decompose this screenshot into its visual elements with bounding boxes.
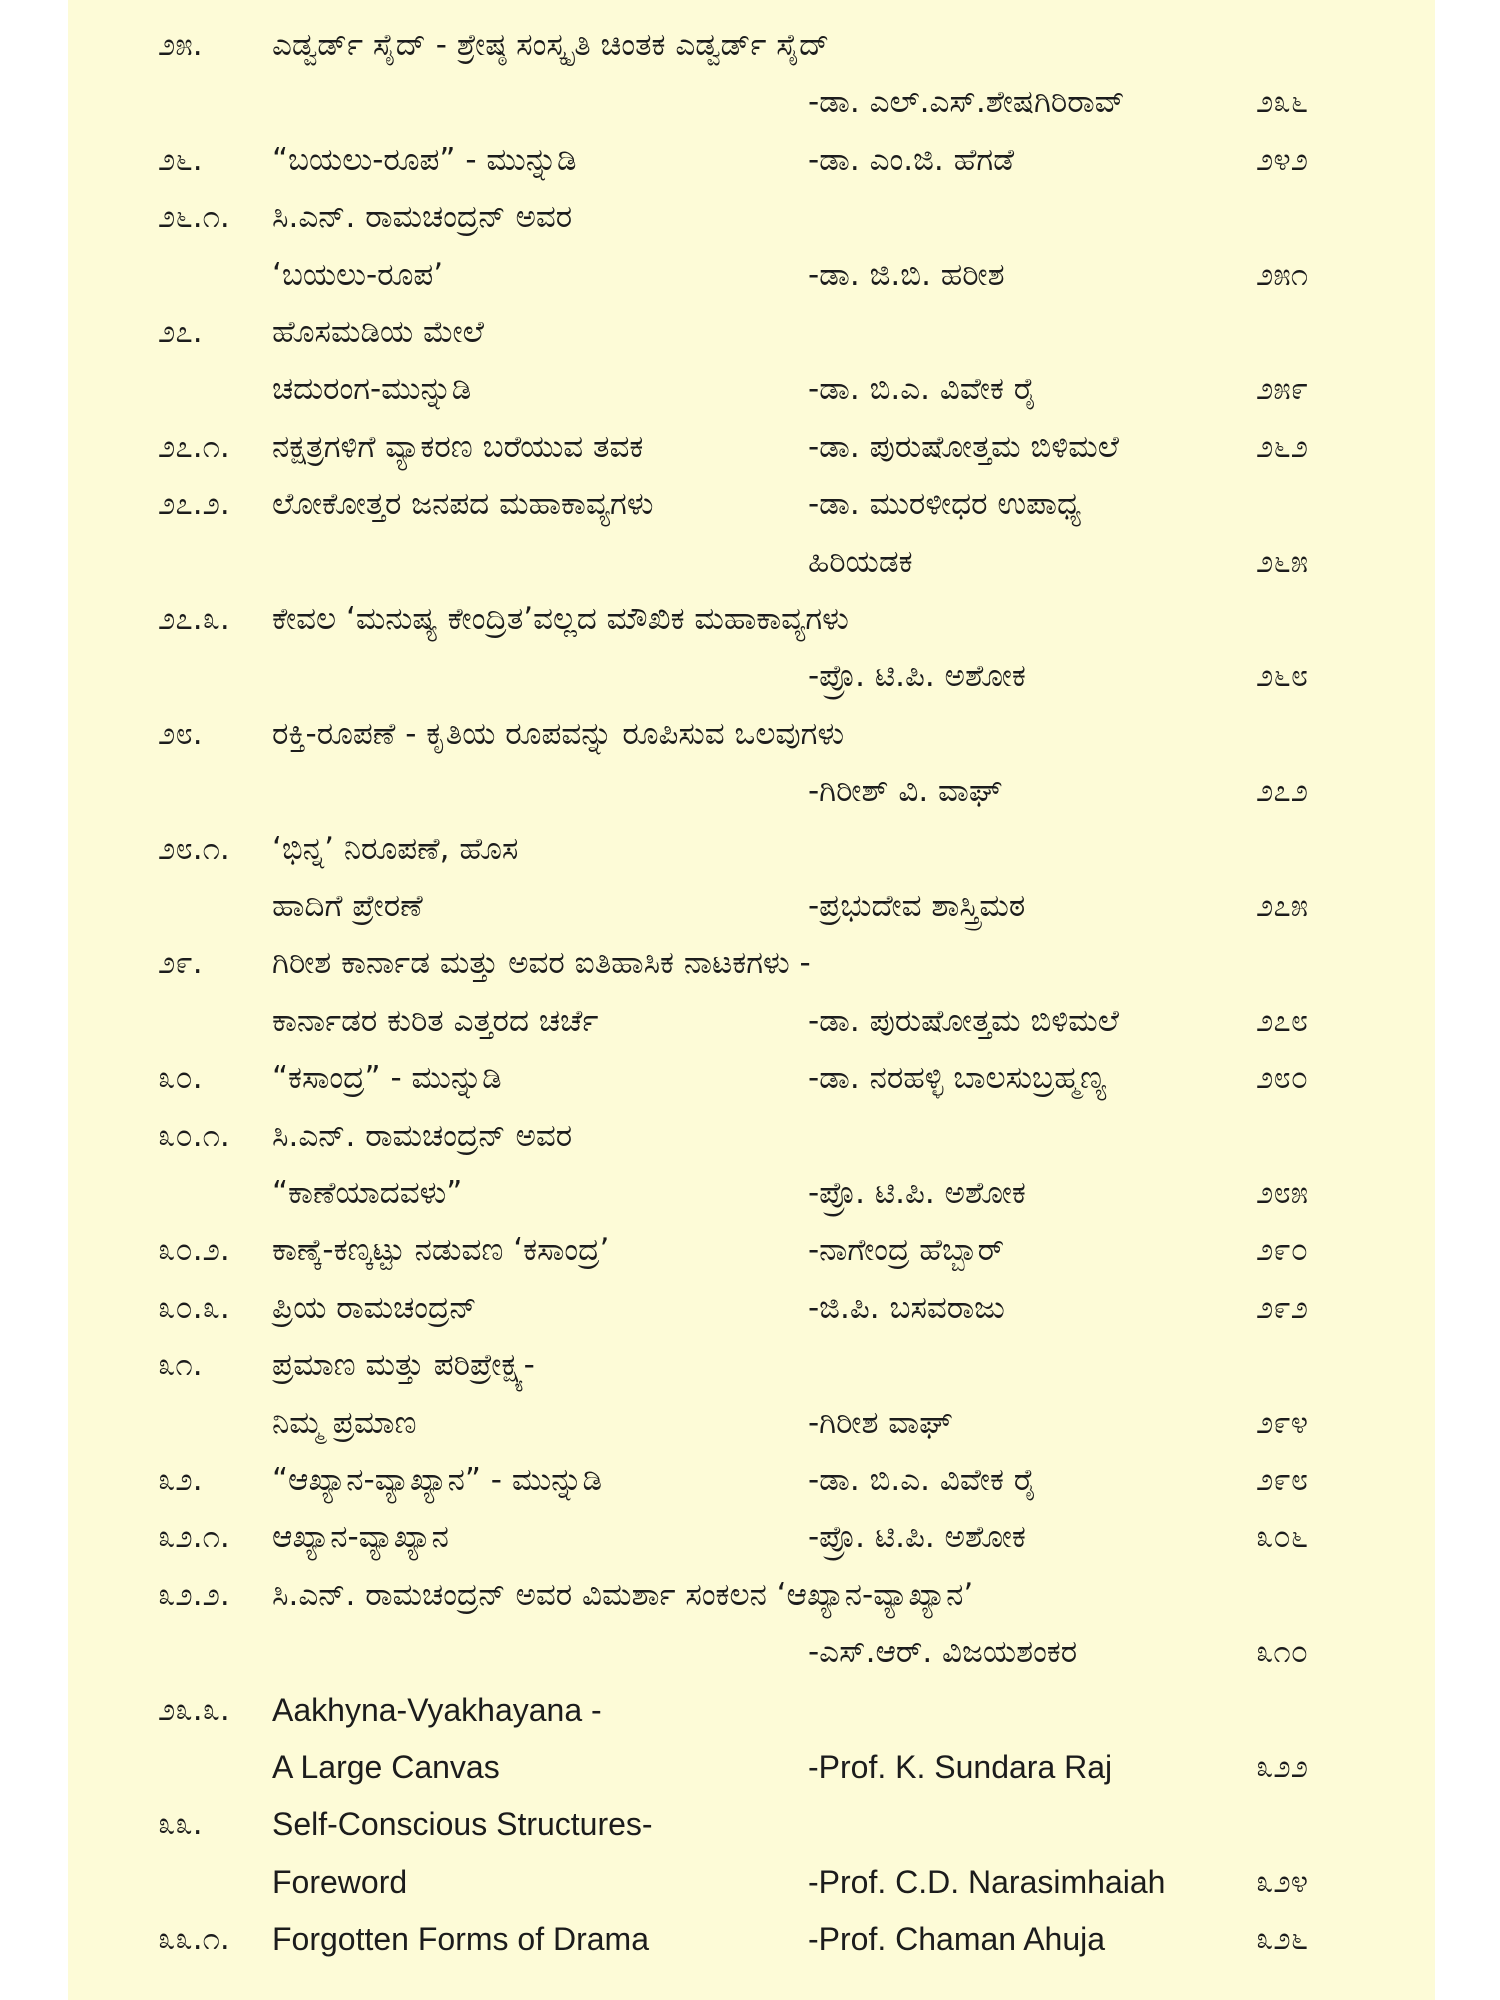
entry-author: -Prof. C.D. Narasimhaiah: [808, 1863, 1166, 1900]
page-number: ೨೮೫: [1256, 1175, 1309, 1211]
toc-entry: [68, 935, 1435, 992]
entry-title: “ಆಖ್ಯಾನ-ವ್ಯಾಖ್ಯಾನ” - ಮುನ್ನುಡಿ: [272, 1462, 602, 1498]
entry-title: ಸಿ.ಎನ್. ರಾಮಚಂದ್ರನ್ ಅವರ: [272, 199, 573, 236]
entry-title: ‘ಭಿನ್ನ’ ನಿರೂಪಣೆ, ಹೊಸ: [272, 830, 519, 867]
toc-entry: [68, 763, 1435, 820]
toc-entry: [68, 1739, 1435, 1796]
page-number: ೨೯೪: [1256, 1404, 1309, 1441]
entry-author: -Prof. K. Sundara Raj: [808, 1749, 1113, 1785]
page-number: ೨೯೨: [1256, 1289, 1309, 1326]
page-number: ೨೯೮: [1256, 1462, 1309, 1498]
entry-author: -ಪ್ರೊ. ಟಿ.ಪಿ. ಅಶೋಕ: [808, 658, 1026, 695]
entry-number: ೩೨.೧.: [158, 1519, 230, 1556]
toc-entry: [68, 189, 1435, 246]
entry-author: -ಡಾ. ಜಿ.ಬಿ. ಹರೀಶ: [808, 256, 1005, 293]
entry-number: ೩೨.: [158, 1462, 203, 1498]
page-number: ೨೬೫: [1256, 543, 1309, 580]
entry-number: ೨೭.೨.: [158, 486, 230, 523]
entry-number: ೩೦.೩.: [158, 1289, 230, 1326]
page-number: ೨೩೬: [1256, 84, 1309, 121]
toc-entry: [68, 1567, 1435, 1624]
toc-entry: [68, 361, 1435, 418]
entry-number: ೩೨.೨.: [158, 1576, 230, 1613]
page-number: ೨೭೮: [1256, 1002, 1309, 1039]
toc-entry: [68, 1280, 1435, 1337]
toc-entry: [68, 1395, 1435, 1452]
entry-title: ನಕ್ಷತ್ರಗಳಿಗೆ ವ್ಯಾಕರಣ ಬರೆಯುವ ತವಕ: [272, 428, 644, 465]
entry-number: ೩೧.: [158, 1347, 203, 1384]
toc-entry: [68, 993, 1435, 1050]
entry-number: ೨೮.೧.: [158, 830, 230, 867]
toc-entry: [68, 1911, 1435, 1968]
entry-title: ಎಡ್ವರ್ಡ್ ಸೈದ್ - ಶ್ರೇಷ್ಠ ಸಂಸ್ಕೃತಿ ಚಿಂತಕ ಎಡ್ವರ್ಡ್ ಸೈದ್: [272, 27, 830, 63]
entry-title: ಸಿ.ಎನ್. ರಾಮಚಂದ್ರನ್ ಅವರ: [272, 1117, 573, 1154]
entry-number: ೩೦.೧.: [158, 1117, 230, 1154]
toc-entry: [68, 706, 1435, 763]
entry-number: ೨೭.: [158, 314, 203, 350]
entry-title: “ಕಾಣೆಯಾದವಳು”: [272, 1175, 463, 1211]
entry-title: ಲೋಕೋತ್ತರ ಜನಪದ ಮಹಾಕಾವ್ಯಗಳು: [272, 486, 654, 523]
entry-number: ೨೮.: [158, 715, 203, 752]
toc-entry: [68, 74, 1435, 131]
toc-entry: [68, 419, 1435, 476]
page-number: ೨೬೨: [1256, 428, 1309, 465]
entry-title: ರಕ್ತಿ-ರೂಪಣೆ - ಕೃತಿಯ ರೂಪವನ್ನು ರೂಪಿಸುವ ಒಲವುಗಳು: [272, 715, 845, 752]
entry-title: Foreword: [272, 1863, 408, 1900]
toc-entry: [68, 534, 1435, 591]
entry-author: -ಗಿರೀಶ ವಾಘ್: [808, 1404, 953, 1441]
entry-title: ಕೇವಲ ‘ಮನುಷ್ಯ ಕೇಂದ್ರಿತ’ವಲ್ಲದ ಮೌಖಿಕ ಮಹಾಕಾವ್ಯಗಳು: [272, 601, 849, 637]
entry-author: -ಪ್ರೊ. ಟಿ.ಪಿ. ಅಶೋಕ: [808, 1519, 1026, 1556]
page-number: ೩೦೬: [1256, 1519, 1309, 1556]
entry-author: ಹಿರಿಯಡಕ: [808, 543, 913, 580]
entry-number: ೩೦.: [158, 1060, 203, 1097]
entry-number: ೩೩.: [158, 1806, 203, 1843]
entry-title: ಪ್ರಿಯ ರಾಮಚಂದ್ರನ್: [272, 1289, 477, 1326]
entry-number: ೨೯.: [158, 945, 203, 982]
entry-author: -ಜಿ.ಪಿ. ಬಸವರಾಜು: [808, 1289, 1005, 1326]
entry-author: -Prof. Chaman Ahuja: [808, 1921, 1106, 1958]
entry-author: -ಎಸ್.ಆರ್. ವಿಜಯಶಂಕರ: [808, 1634, 1078, 1671]
toc-entry: [68, 1337, 1435, 1394]
toc-entry: [68, 1682, 1435, 1739]
page-number: ೨೭೫: [1256, 888, 1309, 924]
page-number: ೨೫೧: [1256, 256, 1309, 293]
entry-number: ೨೩.೩.: [158, 1691, 230, 1728]
entry-title: ಗಿರೀಶ ಕಾರ್ನಾಡ ಮತ್ತು ಅವರ ಐತಿಹಾಸಿಕ ನಾಟಕಗಳು -: [272, 945, 811, 982]
toc-entry: [68, 1165, 1435, 1222]
entry-number: ೩೦.೨.: [158, 1232, 230, 1269]
entry-author: -ಡಾ. ಎಂ.ಜಿ. ಹೆಗಡೆ: [808, 141, 1015, 178]
page-number: ೩೨೬: [1256, 1921, 1309, 1958]
entry-title: Forgotten Forms of Drama: [272, 1921, 649, 1958]
entry-author: -ಡಾ. ಪುರುಷೋತ್ತಮ ಬಿಳಿಮಲೆ: [808, 428, 1120, 465]
toc-entry: [68, 821, 1435, 878]
entry-author: -ಡಾ. ನರಹಳ್ಳಿ ಬಾಲಸುಬ್ರಹ್ಮಣ್ಯ: [808, 1060, 1107, 1097]
entry-number: ೩೩.೧.: [158, 1921, 230, 1958]
entry-title: Aakhyna-Vyakhayana -: [272, 1691, 602, 1728]
entry-title: ನಿಮ್ಮ ಪ್ರಮಾಣ: [272, 1404, 417, 1441]
toc-entry: [68, 1222, 1435, 1279]
page-number: ೨೫೯: [1256, 371, 1309, 408]
entry-number: ೨೬.: [158, 141, 203, 178]
entry-title: ಕಾರ್ನಾಡರ ಕುರಿತ ಎತ್ತರದ ಚರ್ಚೆ: [272, 1002, 599, 1039]
entry-author: -ಪ್ರಭುದೇವ ಶಾಸ್ತ್ರಿಮಠ: [808, 888, 1026, 924]
toc-entry: [68, 17, 1435, 74]
toc-entry: [68, 304, 1435, 361]
entry-author: -ಡಾ. ಎಲ್.ಎಸ್.ಶೇಷಗಿರಿರಾವ್: [808, 84, 1125, 121]
entry-author: -ಡಾ. ಬಿ.ಎ. ವಿವೇಕ ರೈ: [808, 1462, 1037, 1498]
entry-number: ೨೭.೩.: [158, 601, 230, 637]
toc-entry: [68, 1050, 1435, 1107]
entry-title: ಕಾಣ್ಕೆ-ಕಣ್ಕಟ್ಟು ನಡುವಣ ‘ಕಸಾಂದ್ರ’: [272, 1232, 610, 1269]
toc-entry: [68, 1796, 1435, 1853]
entry-author: -ಗಿರೀಶ್ ವಿ. ವಾಘ್: [808, 773, 1003, 810]
page-number: ೨೯೦: [1256, 1232, 1309, 1269]
entry-title: ಪ್ರಮಾಣ ಮತ್ತು ಪರಿಪ್ರೇಕ್ಷ್ಯ-: [272, 1347, 535, 1384]
entry-title: ಆಖ್ಯಾನ-ವ್ಯಾಖ್ಯಾನ: [272, 1519, 449, 1556]
toc-entry: [68, 878, 1435, 935]
toc-entry: [68, 476, 1435, 533]
entry-author: -ನಾಗೇಂದ್ರ ಹೆಬ್ಬಾರ್: [808, 1232, 1005, 1269]
toc-entry: [68, 1452, 1435, 1509]
toc-entry: [68, 648, 1435, 705]
toc-entry: [68, 247, 1435, 304]
entry-title: “ಬಯಲು-ರೂಪ” - ಮುನ್ನುಡಿ: [272, 141, 577, 178]
toc-entry: [68, 1854, 1435, 1911]
entry-title: ‘ಬಯಲು-ರೂಪ’: [272, 256, 444, 293]
toc-entry: [68, 1624, 1435, 1681]
toc-entry: [68, 1108, 1435, 1165]
entry-title: ಹೊಸಮಡಿಯ ಮೇಲೆ: [272, 314, 485, 350]
toc-entry: [68, 132, 1435, 189]
page-number: ೨೪೨: [1256, 141, 1309, 178]
toc-entry: [68, 591, 1435, 648]
entry-author: -ಡಾ. ಬಿ.ಎ. ವಿವೇಕ ರೈ: [808, 371, 1037, 408]
entry-title: ಹಾದಿಗೆ ಪ್ರೇರಣೆ: [272, 888, 423, 924]
page-number: ೨೮೦: [1256, 1060, 1309, 1097]
entry-title: ಚದುರಂಗ-ಮುನ್ನುಡಿ: [272, 371, 472, 408]
entry-title: Self-Conscious Structures-: [272, 1806, 653, 1843]
page-number: ೨೭೨: [1256, 773, 1309, 810]
page-number: ೩೧೦: [1256, 1634, 1309, 1671]
entry-author: -ಡಾ. ಪುರುಷೋತ್ತಮ ಬಿಳಿಮಲೆ: [808, 1002, 1120, 1039]
table-of-contents: [68, 0, 1435, 2000]
entry-author: -ಡಾ. ಮುರಳೀಧರ ಉಪಾಧ್ಯ: [808, 486, 1082, 523]
page-number: ೨೬೮: [1256, 658, 1309, 695]
entry-author: -ಪ್ರೊ. ಟಿ.ಪಿ. ಅಶೋಕ: [808, 1175, 1026, 1211]
page-number: ೩೨೨: [1256, 1749, 1309, 1785]
entry-title: A Large Canvas: [272, 1749, 500, 1785]
toc-entry: [68, 1509, 1435, 1566]
entry-number: ೨೭.೧.: [158, 428, 230, 465]
entry-title: “ಕಸಾಂದ್ರ” - ಮುನ್ನುಡಿ: [272, 1060, 502, 1097]
entry-number: ೨೫.: [158, 27, 203, 63]
entry-number: ೨೬.೧.: [158, 199, 230, 236]
page-number: ೩೨೪: [1256, 1863, 1309, 1900]
book-page: [68, 0, 1435, 2000]
entry-title: ಸಿ.ಎನ್. ರಾಮಚಂದ್ರನ್ ಅವರ ವಿಮರ್ಶಾ ಸಂಕಲನ ‘ಆಖ್ಯಾನ-ವ್ಯಾಖ್ಯಾನ’: [272, 1576, 974, 1613]
